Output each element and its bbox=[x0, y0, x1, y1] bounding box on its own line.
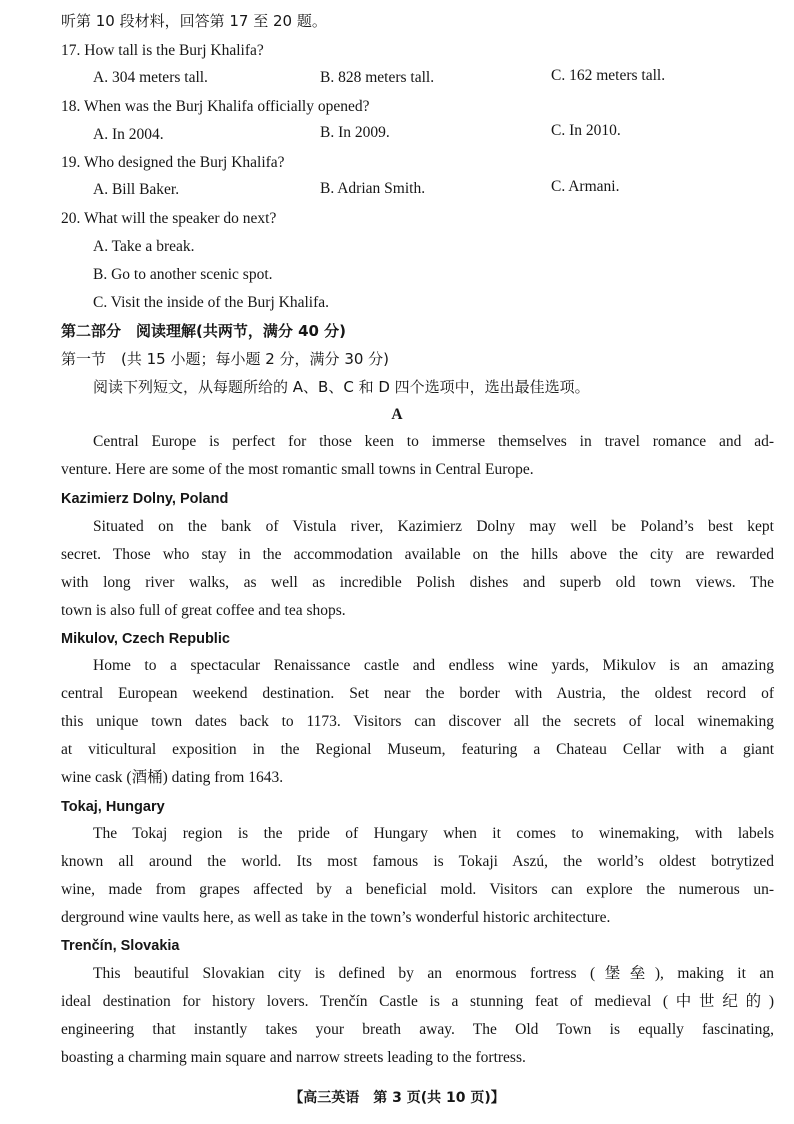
town-heading: Tokaj, Hungary bbox=[61, 799, 165, 815]
paragraph-line: with long river walks, as well as incredible Polish dishes and superb old town views. The bbox=[61, 574, 774, 591]
question-19: 19. Who designed the Burj Khalifa? bbox=[61, 154, 285, 171]
intro-line: venture. Here are some of the most romantic small towns in Central Europe. bbox=[61, 461, 534, 478]
reading-instruction: 阅读下列短文，从每题所给的 A、B、C 和 D 四个选项中，选出最佳选项。 bbox=[93, 378, 590, 396]
q17-option-b: B. 828 meters tall. bbox=[320, 69, 435, 86]
part-title: 第二部分 阅读理解(共两节，满分 40 分) bbox=[61, 322, 347, 340]
section-title: 第一节 (共 15 小题；每小题 2 分，满分 30 分) bbox=[61, 350, 390, 368]
q18-option-a: A. In 2004. bbox=[93, 126, 164, 143]
page-footer: 【高三英语 第 3 页(共 10 页)】 bbox=[289, 1090, 505, 1106]
question-20: 20. What will the speaker do next? bbox=[61, 210, 277, 227]
paragraph-line: secret. Those who stay in the accommodation available on the hills above the city are rewarded bbox=[61, 546, 774, 563]
paragraph-line: wine, made from grapes affected by a beneficial mold. Visitors can explore the numerous un- bbox=[61, 881, 774, 898]
question-18: 18. When was the Burj Khalifa officially opened? bbox=[61, 98, 370, 115]
q17-option-a: A. 304 meters tall. bbox=[93, 69, 208, 86]
paragraph-line: known all around the world. Its most famous is Tokaji Aszú, the world’s oldest botrytized bbox=[61, 853, 774, 870]
paragraph-line: central European weekend destination. Set near the border with Austria, the oldest record of bbox=[61, 685, 774, 702]
listening-intro: 听第 10 段材料，回答第 17 至 20 题。 bbox=[61, 12, 327, 30]
q17-option-c: C. 162 meters tall. bbox=[551, 67, 666, 84]
paragraph-line: ideal destination for history lovers. Trenčín Castle is a stunning feat of medieval (中世纪的) bbox=[61, 993, 774, 1010]
intro-line: Central Europe is perfect for those keen to immerse themselves in travel romance and ad- bbox=[93, 433, 774, 450]
town-heading: Kazimierz Dolny, Poland bbox=[61, 491, 229, 507]
paragraph-line: Home to a spectacular Renaissance castle and endless wine yards, Mikulov is an amazing bbox=[93, 657, 774, 674]
q20-option-a: A. Take a break. bbox=[93, 238, 195, 255]
paragraph-line: derground wine vaults here, as well as take in the town’s wonderful historic architecture. bbox=[61, 909, 611, 926]
paragraph-line: This beautiful Slovakian city is defined by an enormous fortress (堡垒), making it an bbox=[93, 965, 774, 982]
paragraph-line: at viticultural exposition in the Regional Museum, featuring a Chateau Cellar with a giant bbox=[61, 741, 774, 758]
q20-option-c: C. Visit the inside of the Burj Khalifa. bbox=[93, 294, 329, 311]
question-17: 17. How tall is the Burj Khalifa? bbox=[61, 42, 264, 59]
paragraph-line: town is also full of great coffee and tea shops. bbox=[61, 602, 346, 619]
q19-option-a: A. Bill Baker. bbox=[93, 181, 180, 198]
paragraph-line: this unique town dates back to 1173. Visitors can discover all the secrets of local winemaking bbox=[61, 713, 774, 730]
paragraph-line: boasting a charming main square and narrow streets leading to the fortress. bbox=[61, 1049, 526, 1066]
q18-option-b: B. In 2009. bbox=[320, 124, 390, 141]
paragraph-line: engineering that instantly takes your breath away. The Old Town is equally fascinating, bbox=[61, 1021, 774, 1038]
q19-option-c: C. Armani. bbox=[551, 178, 620, 195]
paragraph-line: The Tokaj region is the pride of Hungary when it comes to winemaking, with labels bbox=[93, 825, 774, 842]
town-heading: Trenčín, Slovakia bbox=[61, 938, 180, 954]
q20-option-b: B. Go to another scenic spot. bbox=[93, 266, 273, 283]
paragraph-line: Situated on the bank of Vistula river, Kazimierz Dolny may well be Poland’s best kept bbox=[93, 518, 774, 535]
town-heading: Mikulov, Czech Republic bbox=[61, 631, 230, 647]
passage-letter: A bbox=[391, 406, 403, 423]
paragraph-line: wine cask (酒桶) dating from 1643. bbox=[61, 769, 284, 786]
q19-option-b: B. Adrian Smith. bbox=[320, 180, 426, 197]
q18-option-c: C. In 2010. bbox=[551, 122, 621, 139]
